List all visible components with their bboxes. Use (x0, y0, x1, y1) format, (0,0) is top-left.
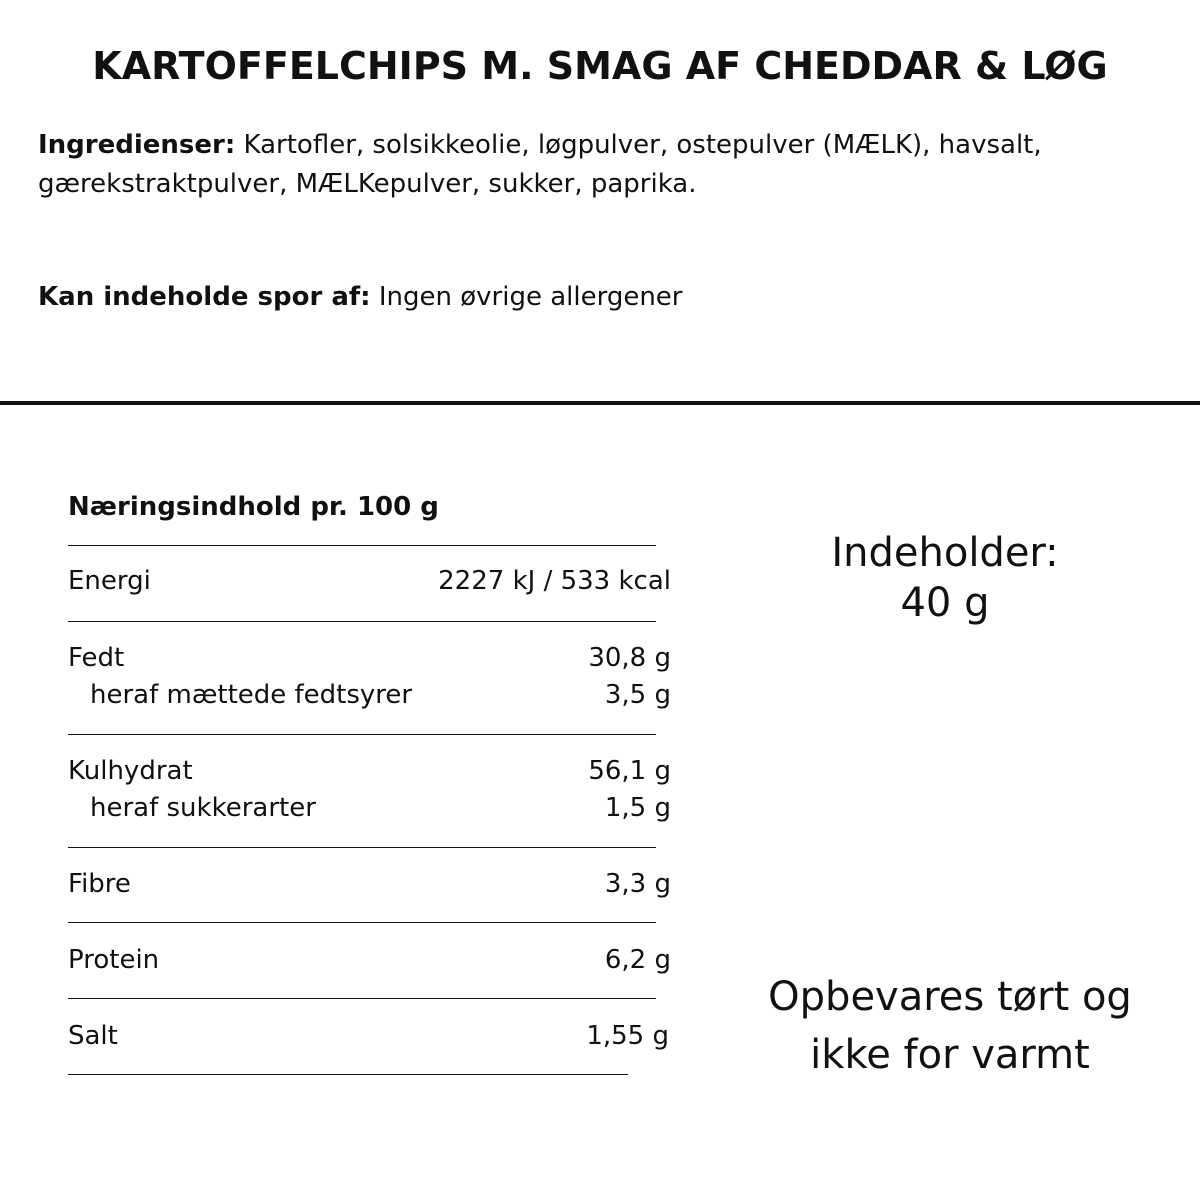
saturated-value: 3,5 g (604, 680, 671, 710)
storage-line-2: ikke for varmt (810, 1032, 1090, 1078)
allergens-label: Kan indeholde spor af: (38, 282, 371, 312)
carbs-label: Kulhydrat (68, 756, 193, 786)
fibre-label: Fibre (68, 869, 131, 899)
contents-value: 40 g (900, 580, 990, 626)
section-divider (0, 401, 1200, 405)
table-rule (68, 621, 656, 622)
salt-label: Salt (68, 1021, 118, 1051)
saturated-label: heraf mættede fedtsyrer (90, 680, 413, 710)
nutrition-heading: Næringsindhold pr. 100 g (68, 492, 439, 522)
fat-value: 30,8 g (588, 643, 671, 673)
protein-label: Protein (68, 945, 160, 975)
table-rule (68, 545, 656, 546)
contents-label: Indeholder: (831, 530, 1059, 576)
table-rule (68, 922, 656, 923)
energy-label: Energi (68, 566, 151, 596)
allergens-text: Ingen øvrige allergener (370, 282, 683, 312)
table-rule (68, 1074, 628, 1075)
fibre-value: 3,3 g (604, 869, 671, 899)
ingredients-label: Ingredienser: (38, 130, 236, 160)
product-title: KARTOFFELCHIPS M. SMAG AF CHEDDAR & LØG (92, 44, 1108, 88)
table-rule (68, 847, 656, 848)
ingredients-block (38, 126, 1168, 204)
energy-value: 2227 kJ / 533 kcal (438, 566, 671, 596)
table-rule (68, 734, 656, 735)
sugars-value: 1,5 g (604, 793, 671, 823)
carbs-value: 56,1 g (588, 756, 671, 786)
ingredients-text: Kartofler, solsikkeolie, løgpulver, ostepulver (MÆLK), havsalt, gærekstraktpulver, MÆLKepulver, sukker, paprika. (38, 130, 1042, 199)
sugars-label: heraf sukkerarter (90, 793, 316, 823)
fat-label: Fedt (68, 643, 125, 673)
storage-line-1: Opbevares tørt og (768, 974, 1132, 1020)
net-contents (750, 528, 1140, 628)
salt-value: 1,55 g (586, 1021, 669, 1051)
table-rule (68, 998, 656, 999)
protein-value: 6,2 g (604, 945, 671, 975)
allergens-block (38, 278, 1168, 317)
storage-note (700, 968, 1200, 1084)
